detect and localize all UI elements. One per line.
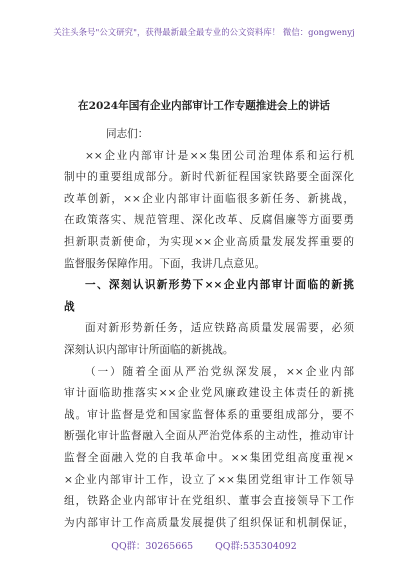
paragraph-line: ×企业内部审计工作，设立了××集团党组审计工作领导 <box>64 473 354 486</box>
heading-line: 战 <box>64 300 75 313</box>
paragraph-line: 监督全面融入党的自我革命中。××集团党组高度重视× <box>64 451 354 464</box>
qq-group-2: QQ群:535304092 <box>215 541 297 552</box>
qq-group-1: QQ群：30265665 <box>111 541 194 552</box>
paragraph-line: 监督服务保障作用。下面，我讲几点意见。 <box>64 257 266 270</box>
paragraph-line: 深刻认识内部审计所面临的新挑战。 <box>64 343 234 356</box>
paragraph-3 <box>64 362 354 535</box>
document-body <box>64 124 354 534</box>
paragraph-1 <box>64 146 354 276</box>
paragraph-line: 在政策落实、规范管理、深化改革、反腐倡廉等方面要勇 <box>64 214 354 227</box>
paragraph-line: 审计面临助推落实××企业党风廉政建设主体责任的新挑 <box>64 387 354 400</box>
qq-group-footer <box>0 538 408 552</box>
promo-banner: 关注头条号"公文研究"，获得最新最全最专业的公文资料库！ 微信：gongwenyj <box>53 27 355 37</box>
heading-line: 一、深刻认识新形势下××企业内部审计面临的新挑 <box>85 279 354 292</box>
section-heading-1 <box>64 275 354 318</box>
paragraph-line: 担新职责新使命，为实现××企业高质量发展发挥重要的 <box>64 235 354 248</box>
paragraph-line: （一）随着全面从严治党纵深发展，××企业内部 <box>85 365 354 378</box>
paragraph-line: 改革创新，××企业内部审计面临很多新任务、新挑战， <box>64 192 354 205</box>
paragraph-line: 断强化审计监督融入全面从严治党体系的主动性，推动审计 <box>64 430 354 443</box>
paragraph-line: 组，铁路企业内部审计在党组织、董事会直接领导下工作 <box>64 495 354 508</box>
paragraph-line: ××企业内部审计是××集团公司治理体系和运行机 <box>85 149 354 162</box>
paragraph-line: 为内部审计工作高质量发展提供了组织保证和机制保证， <box>64 516 354 529</box>
document-title: 在2024年国有企业内部审计工作专题推进会上的讲话 <box>78 100 330 112</box>
paragraph-line: 面对新形势新任务，适应铁路高质量发展需要，必须 <box>85 322 354 335</box>
paragraph-line: 战。审计监督是党和国家监督体系的重要组成部分，要不 <box>64 408 354 421</box>
salutation: 同志们： <box>106 128 149 140</box>
paragraph-line: 制中的重要组成部分。新时代新征程国家铁路要全面深化 <box>64 171 354 184</box>
paragraph-2 <box>64 318 354 361</box>
